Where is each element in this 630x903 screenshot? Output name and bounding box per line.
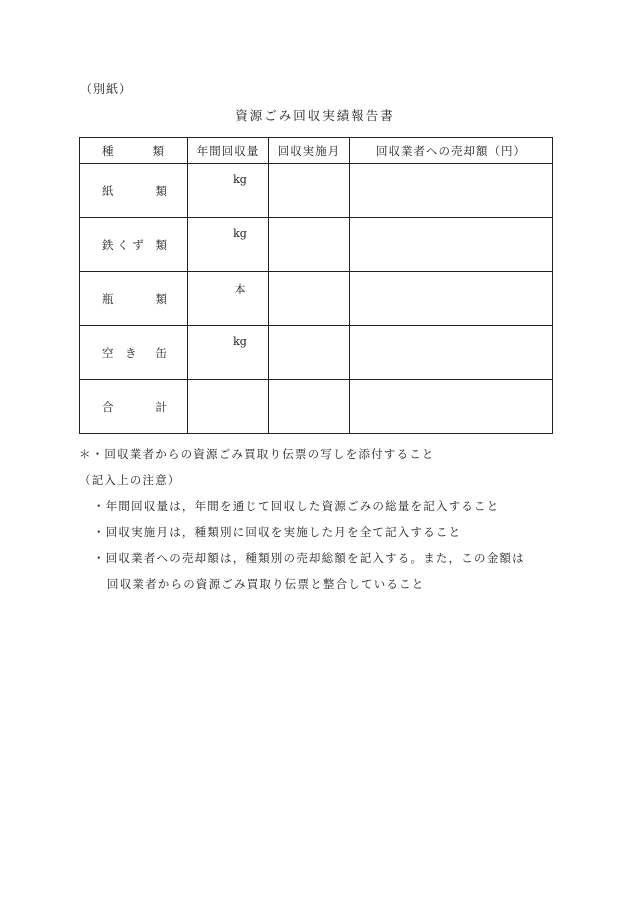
- table-row: [80, 218, 553, 272]
- category-left: 合: [102, 399, 114, 414]
- note-item-sale: ・回収業者への売却額は，種類別の売却総額を記入する。また，この金額は: [93, 551, 525, 565]
- table-row: [80, 272, 553, 326]
- annex-label: （別紙）: [80, 82, 133, 96]
- category-cell: [80, 218, 188, 272]
- category-cell: [80, 326, 188, 380]
- month-cell[interactable]: [269, 218, 350, 272]
- unit-label: kg: [233, 227, 247, 240]
- table-row: [80, 164, 553, 218]
- sale-cell[interactable]: [350, 164, 553, 218]
- header-sale-amount: 回収業者への売却額（円）: [350, 138, 553, 164]
- category-right: 類: [155, 237, 167, 252]
- category-right: 類: [155, 291, 167, 306]
- header-collection-month: 回収実施月: [269, 138, 350, 164]
- unit-label: kg: [233, 335, 247, 348]
- unit-label: 本: [234, 283, 246, 296]
- category-right: 計: [155, 399, 167, 414]
- header-category-left: 種: [102, 143, 115, 158]
- sale-cell[interactable]: [350, 272, 553, 326]
- amount-cell[interactable]: [188, 218, 269, 272]
- category-right: 缶: [155, 345, 167, 360]
- notes-heading: （記入上の注意）: [79, 473, 181, 487]
- note-item-annual: ・年間回収量は，年間を通じて回収した資源ごみの総量を記入すること: [93, 499, 500, 513]
- month-cell[interactable]: [269, 326, 350, 380]
- header-category-right: 類: [152, 143, 165, 158]
- amount-cell[interactable]: [188, 164, 269, 218]
- unit-label: kg: [233, 173, 247, 186]
- category-cell: [80, 164, 188, 218]
- sale-cell[interactable]: [350, 218, 553, 272]
- note-item-sale-continued: 回収業者からの資源ごみ買取り伝票と整合していること: [107, 577, 425, 591]
- month-cell[interactable]: [269, 164, 350, 218]
- header-annual-amount: 年間回収量: [188, 138, 269, 164]
- sale-cell[interactable]: [350, 326, 553, 380]
- amount-cell[interactable]: [188, 326, 269, 380]
- category-left: 空 き: [102, 345, 137, 360]
- page-title: 資源ごみ回収実績報告書: [235, 108, 395, 123]
- table-row: [80, 326, 553, 380]
- header-category: [80, 138, 188, 164]
- sale-cell[interactable]: [350, 380, 553, 434]
- category-cell: [80, 272, 188, 326]
- table-row-total: [80, 380, 553, 434]
- amount-cell[interactable]: [188, 272, 269, 326]
- attach-note: ＊・回収業者からの資源ごみ買取り伝票の写しを添付すること: [79, 447, 435, 461]
- note-item-month: ・回収実施月は，種類別に回収を実施した月を全て記入すること: [93, 525, 462, 539]
- month-cell[interactable]: [269, 380, 350, 434]
- amount-cell[interactable]: [188, 380, 269, 434]
- table-header-row: [80, 138, 553, 164]
- category-cell: [80, 380, 188, 434]
- category-left: 瓶: [102, 291, 114, 306]
- report-table: [79, 137, 553, 434]
- month-cell[interactable]: [269, 272, 350, 326]
- category-left: 紙: [102, 183, 114, 198]
- category-left: 鉄 く ず: [102, 237, 144, 252]
- category-right: 類: [155, 183, 167, 198]
